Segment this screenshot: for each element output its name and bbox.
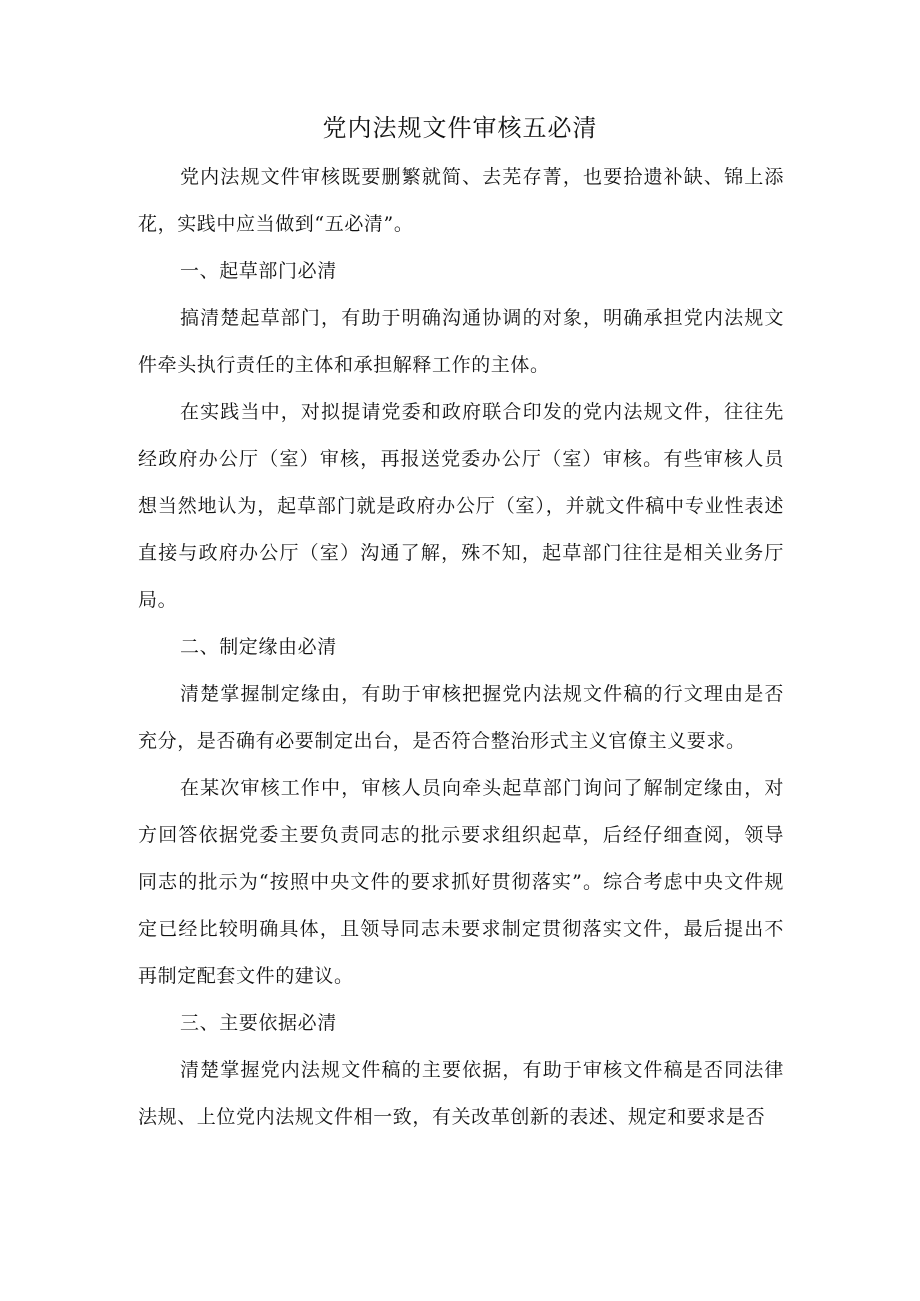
section-2-paragraph-2: 在某次审核工作中，审核人员向牵头起草部门询问了解制定缘由，对方回答依据党委主要负责同志的批示要求组织起草，后经仔细查阅，领导同志的批示为“按照中央文件的要求抓好贯彻落实”。综合考虑中央文件规定已经比较明确具体，且领导同志未要求制定贯彻落实文件，最后提出不再制定配套文件的建议。: [138, 777, 784, 987]
section-2-paragraph-1: 清楚掌握制定缘由，有助于审核把握党内法规文件稿的行文理由是否充分，是否确有必要制定出台，是否符合整治形式主义官僚主义要求。: [138, 683, 784, 752]
intro-paragraph: 党内法规文件审核既要删繁就简、去芜存菁，也要拾遗补缺、锦上添花，实践中应当做到“五必清”。: [138, 166, 784, 235]
section-heading-2: 二、制定缘由必清: [180, 636, 337, 658]
section-heading-3: 三、主要依据必清: [180, 1012, 337, 1034]
section-1-paragraph-2: 在实践当中，对拟提请党委和政府联合印发的党内法规文件，往往先经政府办公厅（室）审核，再报送党委办公厅（室）审核。有些审核人员想当然地认为，起草部门就是政府办公厅（室），并就文件稿中专业性表述直接与政府办公厅（室）沟通了解，殊不知，起草部门往往是相关业务厅局。: [138, 401, 784, 611]
document-body: [138, 154, 784, 1141]
section-3-paragraph-1: 清楚掌握党内法规文件稿的主要依据，有助于审核文件稿是否同法律法规、上位党内法规文件相一致，有关改革创新的表述、规定和要求是否: [138, 1059, 784, 1128]
document-title: 党内法规文件审核五必清: [322, 114, 598, 142]
section-1-paragraph-1: 搞清楚起草部门，有助于明确沟通协调的对象，明确承担党内法规文件牵头执行责任的主体和承担解释工作的主体。: [138, 307, 784, 376]
section-heading-1: 一、起草部门必清: [180, 260, 337, 282]
